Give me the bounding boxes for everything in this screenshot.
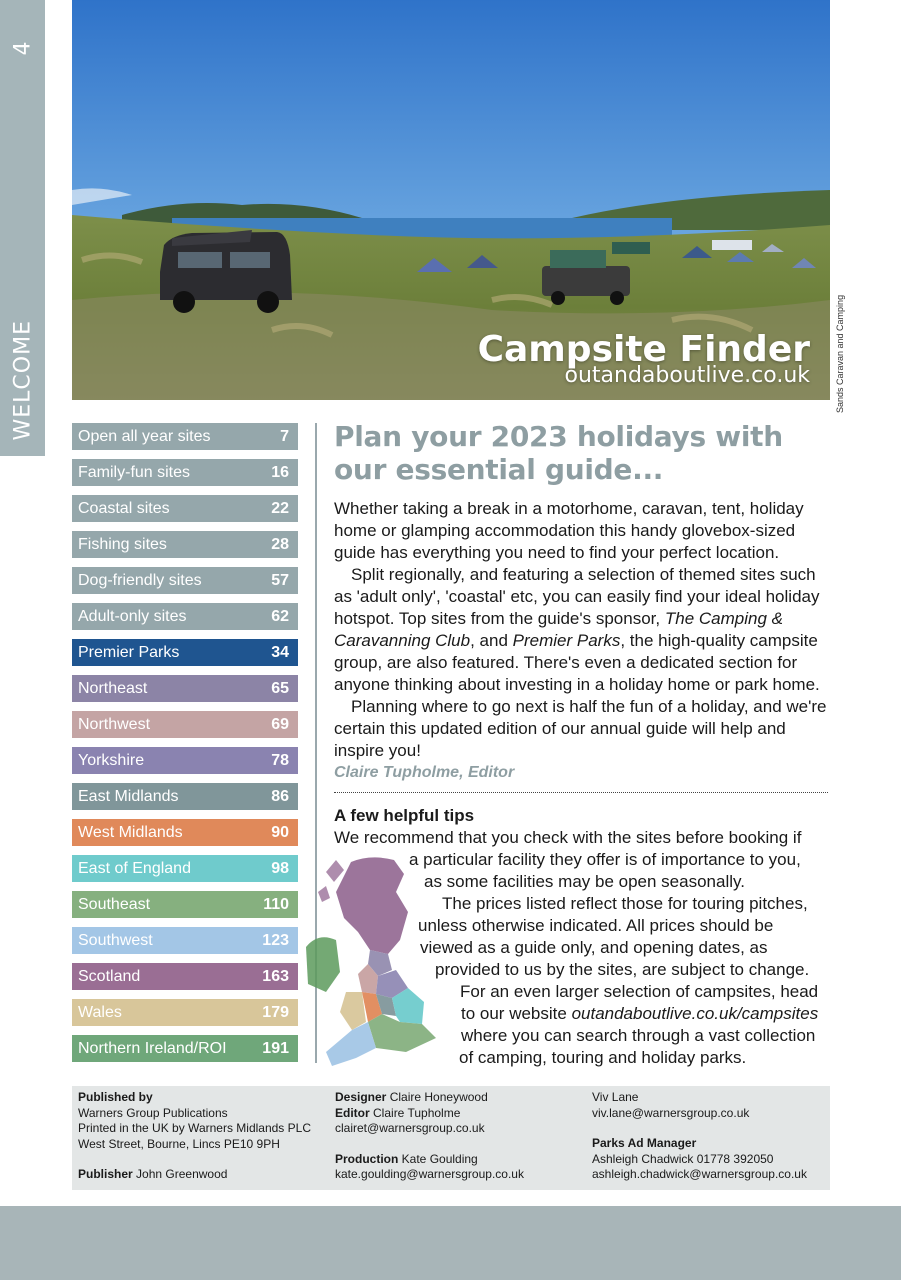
index-item-page: 57 xyxy=(271,572,289,589)
index-item[interactable] xyxy=(72,1035,298,1062)
index-item[interactable] xyxy=(72,747,298,774)
logo-url: outandaboutlive.co.uk xyxy=(564,363,810,388)
article-headline: Plan your 2023 holidays with our essential guide... xyxy=(334,420,783,486)
index-item-page: 86 xyxy=(271,788,289,805)
editor-email: clairet@warnersgroup.co.uk xyxy=(335,1121,485,1135)
index-item[interactable] xyxy=(72,711,298,738)
index-item-label: Open all year sites xyxy=(78,428,211,445)
contents-index xyxy=(72,423,298,1071)
credits-column-publisher: Published by Warners Group Publications Printed in the UK by Warners Midlands PLC West Street, Bourne, Lincs PE10 9PH Publisher John Greenwood xyxy=(78,1090,311,1181)
index-item-label: Northwest xyxy=(78,716,151,733)
index-item-page: 16 xyxy=(271,464,289,481)
tips-line: We recommend that you check with the sites before booking if xyxy=(334,828,802,847)
page-number: 4 xyxy=(10,41,36,56)
credits-footer xyxy=(72,1086,830,1190)
index-item-label: Premier Parks xyxy=(78,644,180,661)
index-item-label: Southwest xyxy=(78,932,153,949)
tips-line: The prices listed reflect those for touring pitches, xyxy=(442,894,808,913)
index-item-page: 123 xyxy=(262,932,289,949)
campsites-website-link[interactable]: outandaboutlive.co.uk/campsites xyxy=(571,1004,819,1023)
index-item-label: East Midlands xyxy=(78,788,179,805)
tips-line: unless otherwise indicated. All prices should be xyxy=(418,916,774,935)
logo-title: Campsite Finder xyxy=(477,329,810,370)
index-item-label: Northeast xyxy=(78,680,148,697)
index-item-page: 7 xyxy=(280,428,289,445)
index-item[interactable] xyxy=(72,963,298,990)
index-item-page: 110 xyxy=(263,896,289,913)
index-item[interactable] xyxy=(72,675,298,702)
index-item[interactable] xyxy=(72,567,298,594)
index-item-label: East of England xyxy=(78,860,191,877)
tips-line: provided to us by the sites, are subject to change. xyxy=(435,960,810,979)
index-item-label: Coastal sites xyxy=(78,500,170,517)
index-item[interactable] xyxy=(72,891,298,918)
article-paragraph-3: Planning where to go next is half the fun of a holiday, and we're certain this updated edition of our annual guide will help and inspire you! xyxy=(334,697,827,760)
index-item-page: 90 xyxy=(271,824,289,841)
index-item[interactable] xyxy=(72,423,298,450)
index-item-page: 22 xyxy=(271,500,289,517)
editor-signature: Claire Tupholme, Editor xyxy=(334,764,515,781)
index-item-label: Family-fun sites xyxy=(78,464,191,481)
index-item[interactable] xyxy=(72,819,298,846)
index-item-label: Dog-friendly sites xyxy=(78,572,202,589)
index-item-label: West Midlands xyxy=(78,824,183,841)
index-item[interactable] xyxy=(72,495,298,522)
viv-lane-email: viv.lane@warnersgroup.co.uk xyxy=(592,1105,750,1120)
index-item-page: 28 xyxy=(271,536,289,553)
article-paragraph-2: Split regionally, and featuring a selection of themed sites such as 'adult only', 'coastal' etc, you can easily find your ideal holiday hotspot. Top sites from the guide's sponsor, The Camping & Caravanning Club, and Premier Parks, the high-quality campsite group, are also featured. There's even a dedicated section for anyone thinking about investing in a holiday home or park home. xyxy=(334,565,820,694)
index-item-page: 34 xyxy=(271,644,289,661)
tips-line: where you can search through a vast collection xyxy=(461,1026,816,1045)
index-item-label: Adult-only sites xyxy=(78,608,187,625)
index-item-page: 179 xyxy=(262,1004,289,1021)
ad-manager-email: ashleigh.chadwick@warnersgroup.co.uk xyxy=(592,1167,807,1181)
index-item-label: Scotland xyxy=(78,968,141,985)
index-item-page: 62 xyxy=(271,608,289,625)
uk-regions-map xyxy=(296,852,456,1077)
index-item[interactable] xyxy=(72,639,298,666)
index-item-label: Wales xyxy=(78,1004,122,1021)
tips-line: For an even larger selection of campsites, head xyxy=(460,982,819,1001)
photo-credit: Sands Caravan and Camping xyxy=(835,294,845,413)
tips-line: as some facilities may be open seasonally. xyxy=(424,872,745,891)
tips-line: viewed as a guide only, and opening dates, as xyxy=(420,938,768,957)
index-item-label: Fishing sites xyxy=(78,536,167,553)
production-email: kate.goulding@warnersgroup.co.uk xyxy=(335,1167,524,1181)
index-item[interactable] xyxy=(72,459,298,486)
index-item-page: 78 xyxy=(271,752,289,769)
index-item[interactable] xyxy=(72,531,298,558)
index-item-page: 65 xyxy=(271,680,289,697)
index-item-label: Northern Ireland/ROI xyxy=(78,1040,227,1057)
index-item[interactable] xyxy=(72,855,298,882)
credits-column-editorial: Designer Claire Honeywood Editor Claire Tupholme clairet@warnersgroup.co.uk Production Kate Goulding kate.goulding@warnersgroup.co.uk xyxy=(335,1090,524,1181)
index-item-page: 98 xyxy=(271,860,289,877)
index-item[interactable] xyxy=(72,927,298,954)
index-item-page: 191 xyxy=(262,1040,289,1057)
section-label: WELCOME xyxy=(10,320,36,441)
dotted-divider xyxy=(334,792,828,793)
tips-line: to our website outandaboutlive.co.uk/campsites xyxy=(461,1004,819,1023)
index-item[interactable] xyxy=(72,783,298,810)
hero-photo xyxy=(72,0,830,400)
campsite-finder-logo xyxy=(478,330,810,386)
credits-column-advertising: Viv Lane viv.lane@warnersgroup.co.uk Parks Ad Manager Ashleigh Chadwick 01778 392050 ashleigh.chadwick@warnersgroup.co.uk xyxy=(592,1090,807,1181)
section-side-tab xyxy=(0,0,45,456)
index-item-page: 163 xyxy=(262,968,289,985)
index-item-label: Yorkshire xyxy=(78,752,145,769)
index-item-label: Southeast xyxy=(78,896,151,913)
index-item[interactable] xyxy=(72,999,298,1026)
index-item[interactable] xyxy=(72,603,298,630)
index-item-page: 69 xyxy=(271,716,289,733)
tips-line: a particular facility they offer is of importance to you, xyxy=(409,850,801,869)
bottom-band xyxy=(0,1206,901,1280)
article-paragraph-1: Whether taking a break in a motorhome, caravan, tent, holiday home or glamping accommodation this handy glovebox-sized guide has everything you need to find your perfect location. xyxy=(334,499,804,562)
tips-title: A few helpful tips xyxy=(334,806,475,825)
tips-line: of camping, touring and holiday parks. xyxy=(459,1048,747,1067)
intro-article xyxy=(334,420,830,784)
